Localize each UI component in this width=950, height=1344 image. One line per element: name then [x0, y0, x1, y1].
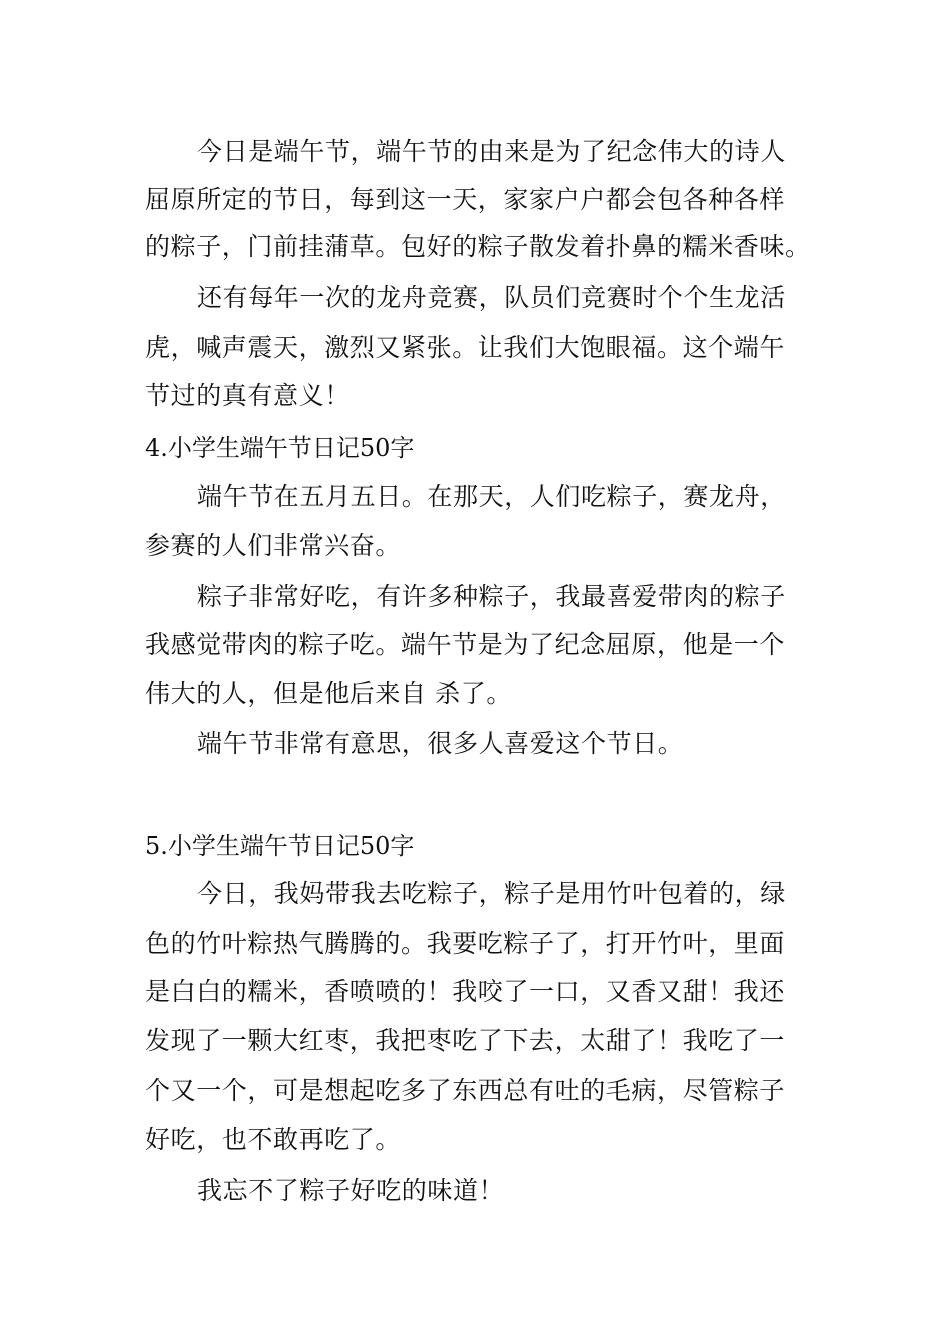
- paragraph-line: 伟大的人，但是他后来自 杀了。: [145, 679, 512, 708]
- section-heading: 4.小学生端午节日记50字: [145, 434, 415, 462]
- section-heading: 5.小学生端午节日记50字: [145, 832, 415, 860]
- paragraph-line: 参赛的人们非常兴奋。: [145, 531, 402, 560]
- paragraph-line: 我忘不了粽子好吃的味道！: [197, 1176, 505, 1205]
- paragraph-line: 虎，喊声震天，激烈又紧张。让我们大饱眼福。这个端午: [145, 333, 786, 362]
- paragraph-line: 今日是端午节，端午节的由来是为了纪念伟大的诗人: [197, 137, 786, 166]
- paragraph-line: 端午节在五月五日。在那天，人们吃粽子，赛龙舟，: [197, 482, 786, 511]
- paragraph-line: 好吃，也不敢再吃了。: [145, 1125, 402, 1154]
- paragraph-line: 今日，我妈带我去吃粽子，粽子是用竹叶包着的，绿: [197, 879, 786, 908]
- paragraph-line: 端午节非常有意思，很多人喜爱这个节日。: [197, 729, 684, 758]
- paragraph-line: 我感觉带肉的粽子吃。端午节是为了纪念屈原，他是一个: [145, 630, 786, 659]
- paragraph-line: 发现了一颗大红枣，我把枣吃了下去，太甜了！我吃了一: [145, 1026, 786, 1055]
- paragraph-line: 个又一个，可是想起吃多了东西总有吐的毛病，尽管粽子: [145, 1076, 786, 1105]
- paragraph-line: 是白白的糯米，香喷喷的！我咬了一口，又香又甜！我还: [145, 977, 786, 1006]
- paragraph-line: 色的竹叶粽热气腾腾的。我要吃粽子了，打开竹叶，里面: [145, 929, 786, 958]
- paragraph-line: 节过的真有意义！: [145, 381, 350, 410]
- paragraph-line: 还有每年一次的龙舟竞赛，队员们竞赛时个个生龙活: [197, 283, 786, 312]
- paragraph-line: 的粽子，门前挂蒲草。包好的粽子散发着扑鼻的糯米香味。: [145, 232, 811, 261]
- paragraph-line: 粽子非常好吃，有许多种粽子，我最喜爱带肉的粽子: [197, 582, 786, 611]
- paragraph-line: 屈原所定的节日，每到这一天，家家户户都会包各种各样: [145, 185, 786, 214]
